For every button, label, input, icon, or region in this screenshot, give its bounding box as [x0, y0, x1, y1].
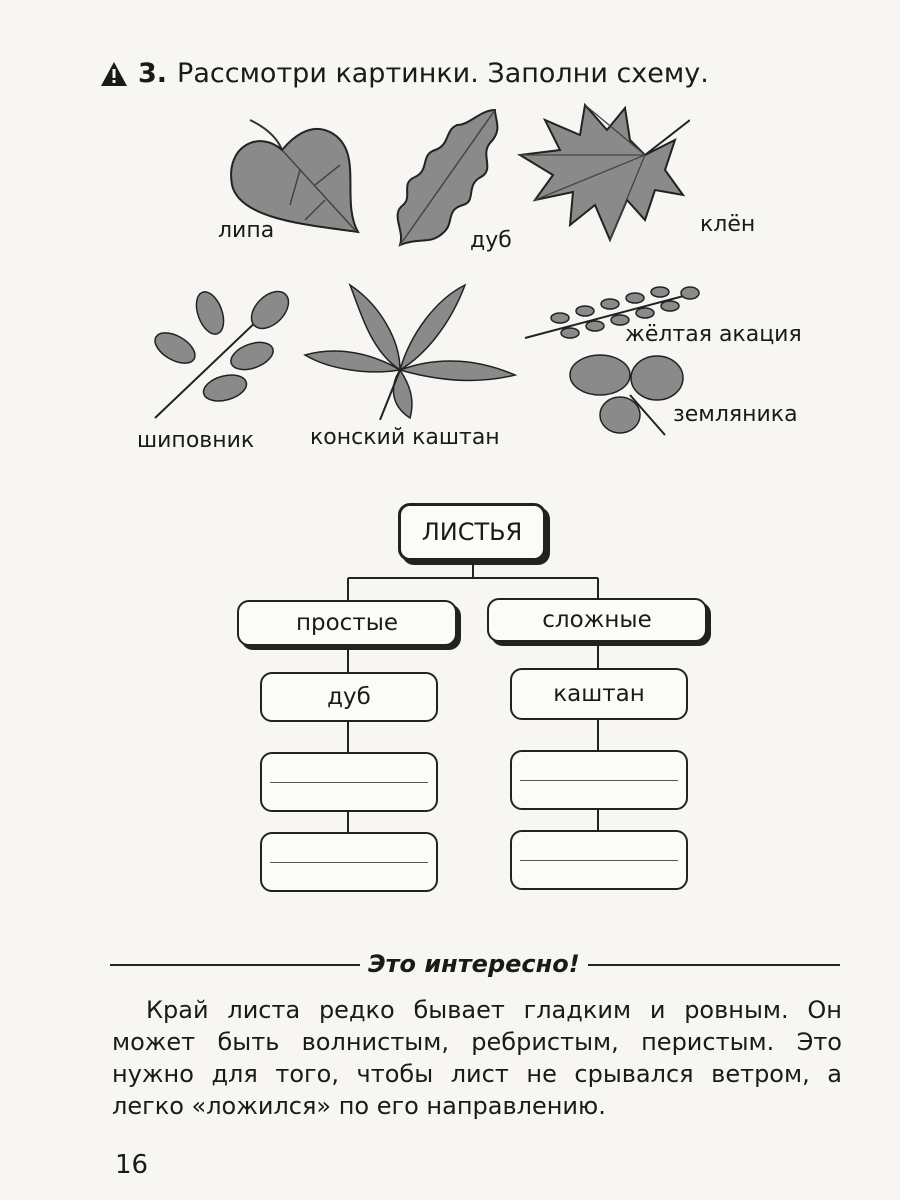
scheme-root-box: ЛИСТЬЯ	[398, 503, 546, 561]
scheme-complex-blank-2[interactable]	[510, 830, 688, 890]
task-number: 3.	[138, 58, 168, 89]
task-instruction: Рассмотри картинки. Заполни схему.	[177, 58, 709, 89]
interesting-title: Это интересно!	[360, 950, 588, 978]
scheme-simple-box: простые	[237, 600, 457, 646]
divider-line-left	[110, 964, 360, 966]
scheme-simple-example-box: дуб	[260, 672, 438, 722]
label-dub: дуб	[470, 228, 512, 253]
interesting-paragraph	[112, 994, 842, 1122]
label-akaciya: жёлтая акация	[625, 322, 802, 347]
scheme-simple-blank-1[interactable]	[260, 752, 438, 812]
scheme-simple-blank-2[interactable]	[260, 832, 438, 892]
page-number: 16	[115, 1150, 149, 1180]
divider-line-right	[580, 964, 840, 966]
writing-line	[520, 860, 678, 861]
label-shipovnik: шиповник	[137, 428, 255, 453]
scheme-complex-blank-1[interactable]	[510, 750, 688, 810]
interesting-text: Край листа редко бывает гладким и ровным. Он может быть волнистым, ребристым, перистым. Это нужно для того, чтобы лист не срывался ветром, а легко «ложился» по его направлению.	[112, 996, 842, 1120]
label-kashtan: конский каштан	[310, 425, 500, 450]
writing-line	[270, 782, 428, 783]
writing-line	[520, 780, 678, 781]
label-zemlyanika: земляника	[673, 402, 798, 427]
label-klen: клён	[700, 212, 756, 237]
writing-line	[270, 862, 428, 863]
interesting-divider	[110, 950, 840, 980]
scheme-complex-example-box: каштан	[510, 668, 688, 720]
label-lipa: липа	[218, 218, 275, 243]
scheme-complex-box: сложные	[487, 598, 707, 642]
